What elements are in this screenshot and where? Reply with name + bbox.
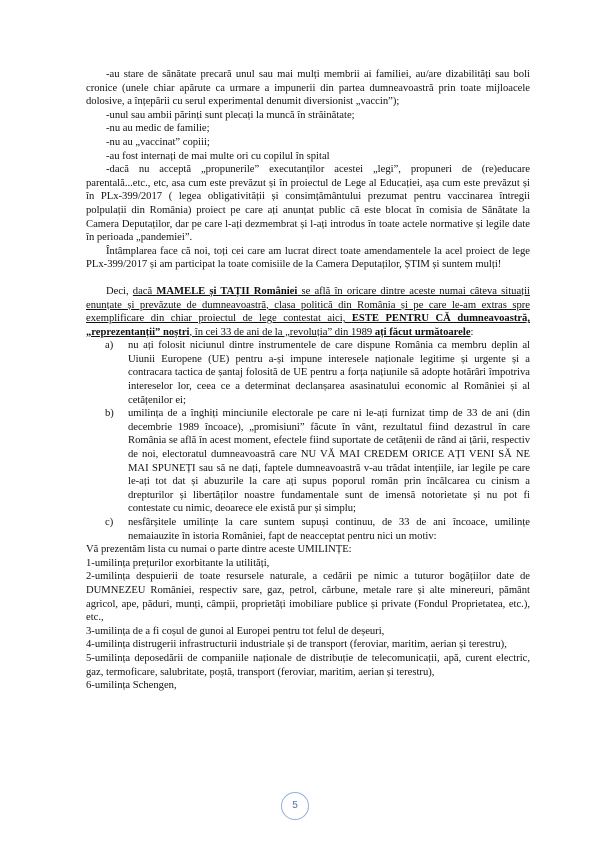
paragraph-spacer	[86, 272, 530, 285]
deci-paragraph	[86, 285, 530, 339]
deci-underlined: dacă	[132, 285, 157, 297]
happening-paragraph: Întâmplarea face că noi, toți cei care am lucrat direct toate amendamentele la acel proiect de lege PLx-399/2017 și am participat la toate comisiile de la Camera Deputaților, ȘTIM și suntem mulți!	[86, 245, 530, 271]
umilinta-item: 4-umilința distrugerii infrastructurii industriale și de transport (feroviar, maritim, aerian și terestru),	[86, 639, 507, 651]
deci-underlined-body: se află în oricare dintre aceste numai câteva situații enunțate și prevăzute de dumneavoastră, clasa politică din România și pe care le-am extras spre exemplificare din chiar proiectul de lege contestat aici,	[86, 285, 530, 325]
intro-item: -nu au „vaccinat” copiii;	[106, 136, 210, 148]
page-content	[86, 68, 530, 693]
deci-parents: MAMELE și TAȚII României	[156, 285, 298, 297]
intro-item: -au fost internați de mai multe ori cu copilul în spital	[106, 150, 330, 162]
page-number-badge	[281, 792, 309, 820]
list-text: umilința de a înghiți minciunile electorale pe care ni le-ați furnizat timp de 33 de ani (din decembrie 1989 încoace), „promisiuni” făcute în vânt, rezultatul fiind dezastrul în care România se află în acest moment, efectele fiind suportate de cetățenii de rând ai țării, respectiv de noi, electoratul dumneavoastră care NU VĂ MAI CREDEM ORICE AȚI VENI SĂ NE MAI SPUNEȚI sau să ne dați, faptele dumneavoastră v-au trădat intențiile, iar legile pe care le-ați tot dat și abuzurile la care ați supus poporul român prin încălcarea cu cinism a drepturilor și libertăților noastre fundamentale sunt de imensă notorietate și nu pot fi contestate cu nimic, deoarece ele există pur și simplu;	[128, 408, 530, 515]
list-label: b)	[105, 408, 114, 420]
list-intro: Vă prezentăm lista cu numai o parte dintre aceste UMILINȚE:	[86, 544, 352, 556]
list-label: c)	[105, 517, 114, 528]
umilinta-item: 6-umilința Schengen,	[86, 680, 177, 692]
deci-representatives: ESTE PENTRU CĂ dumneavoastră, „reprezentanții” noștri	[86, 313, 531, 338]
deci-actions: ați făcut următoarele	[374, 326, 471, 338]
umilinta-item: 3-umilința de a fi coșul de gunoi al Europei pentru tot felul de deșeuri,	[86, 625, 385, 637]
intro-item: -au stare de sănătate precară unul sau mai mulți membrii ai familiei, au/are dizabilități sau boli cronice (unele chiar apărute ca urmare a impunerii din partea dumneavoastră prin toate mijloacele dolosive, a înțepării cu serul experimental denumit diversionist „vaccin”);	[86, 69, 530, 108]
umilinta-item: 2-umilința despuierii de toate resursele naturale, a cedării pe nimic a tuturor bogățiilor date de DUMNEZEU României, respectiv sare, gaz, petrol, cărbune, metale rare și alte minereuri, pământ agricol, ape, păduri, munți, câmpii, proprietăți imobiliare publice și private (Fondul Proprietatea, etc.), etc.,	[86, 571, 530, 624]
umilinta-item: 5-umilința deposedării de companiile naționale de distribuție de telecomunicații, apă, curent electric, gaz, termoficare, salubritate, poștă, transport (feroviar, maritim, aerian și terestru),	[86, 652, 530, 678]
list-item	[86, 407, 530, 516]
list-text: nu ați folosit niciunul dintre instrumentele de care dispune România ca membru deplin al Uiunii Europene (UE) pentru a-și impune interesele naționale legitime și urgente și a contracara tactica de șantaj folosită de UE pentru a forța națiunile să adopte hotărâri împotriva intereselor lor, ceea ce a determinat declanșarea asasinatului economic al României și al cetățenilor ei;	[128, 340, 530, 406]
lettered-list	[86, 339, 530, 543]
deci-text: Deci,	[106, 285, 133, 297]
intro-item: -nu au medic de familie;	[106, 123, 210, 135]
list-item	[86, 516, 530, 543]
deci-years: , în cei 33 de ani de la „revoluția” din 1989	[189, 326, 375, 338]
intro-item: -dacă nu acceptă „propunerile” executanților acestei „legi”, propuneri de (re)educare parentală...etc., etc, asa cum este prevăzut și în proiectul de Lege al Educației, așa cum este prevăzut și în PLx-399/2017 ( legea obligativității și consimțământului prezumat pentru vaccinarea întregii polpulații din România) proiect pe care ați anunțat public că este blocat în comisia de Sănătate la Camera Deputaților, dar pe care l-ați dezmembrat și l-ați introdus în toate actele normative și legile date în perioada „pandemiei”.	[86, 164, 530, 244]
umilinta-item: 1-umilința prețurilor exorbitante la utilități,	[86, 557, 270, 569]
deci-colon: :	[470, 326, 474, 338]
list-text: nesfârșitele umilințe la care suntem supuși continuu, de 33 de ani încoace, umilințe nemaiauzite în istoria României, fapt de neacceptat pentru nici un motiv:	[128, 517, 530, 542]
intro-item: -unul sau ambii părinți sunt plecați la muncă în străinătate;	[106, 109, 355, 121]
list-item	[86, 339, 530, 407]
list-label: a)	[105, 340, 114, 352]
page-number: 5	[292, 800, 298, 812]
